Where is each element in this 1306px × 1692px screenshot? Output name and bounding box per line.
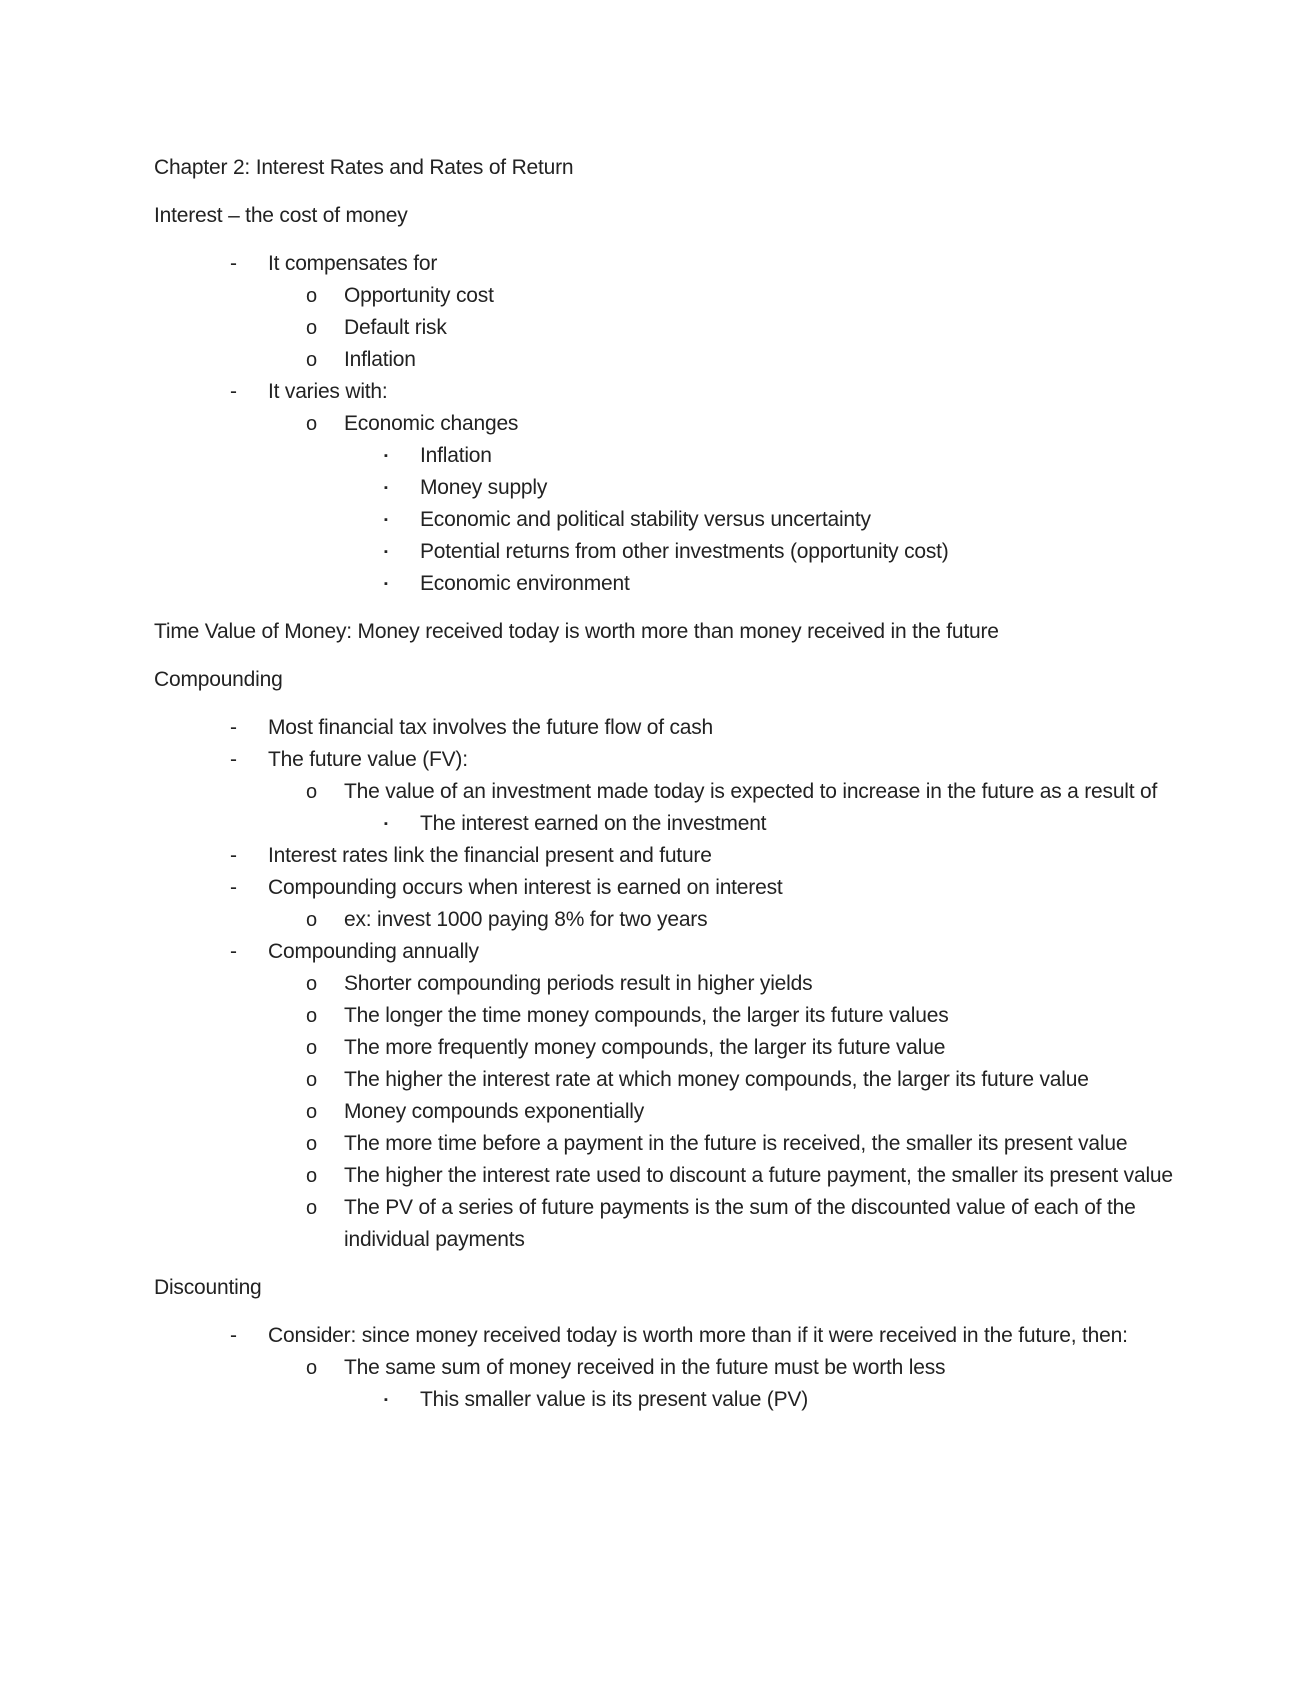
list-item-text: Consider: since money received today is worth more than if it were received in the future, then: [268, 1324, 1128, 1347]
list-item-text: Opportunity cost [344, 284, 494, 307]
circle-bullet: o [306, 1165, 317, 1187]
square-bullet: ▪ [384, 578, 388, 590]
circle-bullet: o [306, 349, 317, 371]
square-bullet: ▪ [384, 514, 388, 526]
dash-bullet: - [230, 716, 237, 739]
list-item-text: Money compounds exponentially [344, 1100, 645, 1123]
sub-list [154, 440, 1246, 600]
list-item-text: It varies with: [268, 380, 388, 403]
list-item [154, 744, 1246, 840]
list-item-text: The interest earned on the investment [420, 812, 767, 835]
list-item-text: The higher the interest rate at which money compounds, the larger its future value [344, 1068, 1089, 1091]
circle-bullet: o [306, 1133, 317, 1155]
list-item [154, 936, 1246, 1256]
circle-bullet: o [306, 1069, 317, 1091]
sub-list [154, 808, 1246, 840]
list-item-text: The more frequently money compounds, the larger its future value [344, 1036, 946, 1059]
list-item-text: Shorter compounding periods result in higher yields [344, 972, 813, 995]
circle-bullet: o [306, 1197, 317, 1219]
list-item-text: The longer the time money compounds, the larger its future values [344, 1004, 949, 1027]
list-item [154, 408, 1246, 600]
circle-bullet: o [306, 909, 317, 931]
list-item [154, 280, 1246, 312]
discounting-list [154, 1320, 1246, 1416]
circle-bullet: o [306, 781, 317, 803]
square-bullet: ▪ [384, 450, 388, 462]
square-bullet: ▪ [384, 1394, 388, 1406]
list-item [154, 440, 1246, 472]
list-item-text: Compounding annually [268, 940, 479, 963]
list-item [154, 776, 1246, 840]
list-item-text: Compounding occurs when interest is earned on interest [268, 876, 783, 899]
dash-bullet: - [230, 380, 237, 403]
square-bullet: ▪ [384, 546, 388, 558]
square-bullet: ▪ [384, 482, 388, 494]
list-item [154, 344, 1246, 376]
list-item [154, 1096, 1246, 1128]
sub-list [154, 968, 1246, 1256]
discounting-heading: Discounting [154, 1276, 262, 1299]
sub-list [154, 1352, 1246, 1416]
dash-bullet: - [230, 876, 237, 899]
list-item-text: Economic and political stability versus uncertainty [420, 508, 871, 531]
document-title: Chapter 2: Interest Rates and Rates of Return [154, 156, 574, 179]
list-item-text: Inflation [420, 444, 492, 467]
list-item [154, 968, 1246, 1000]
list-item-text: The PV of a series of future payments is the sum of the discounted value of each of the individual payments [344, 1196, 1136, 1251]
list-item [154, 248, 1246, 376]
interest-list [154, 248, 1246, 600]
circle-bullet: o [306, 1357, 317, 1379]
list-item [154, 472, 1246, 504]
list-item [154, 568, 1246, 600]
list-item-text: Economic changes [344, 412, 519, 435]
list-item-text: Economic environment [420, 572, 630, 595]
list-item-text: Money supply [420, 476, 548, 499]
circle-bullet: o [306, 1037, 317, 1059]
list-item [154, 1000, 1246, 1032]
list-item [154, 1192, 1246, 1256]
list-item [154, 872, 1246, 936]
dash-bullet: - [230, 252, 237, 275]
dash-bullet: - [230, 940, 237, 963]
list-item [154, 1128, 1246, 1160]
list-item [154, 536, 1246, 568]
list-item-text: This smaller value is its present value (PV) [420, 1388, 809, 1411]
list-item-text: Potential returns from other investments (opportunity cost) [420, 540, 949, 563]
sub-list [154, 904, 1246, 936]
sub-list [154, 776, 1246, 840]
square-bullet: ▪ [384, 818, 388, 830]
list-item [154, 1384, 1246, 1416]
circle-bullet: o [306, 973, 317, 995]
sub-list [154, 1384, 1246, 1416]
dash-bullet: - [230, 844, 237, 867]
list-item-text: Inflation [344, 348, 416, 371]
list-item [154, 312, 1246, 344]
list-item-text: The higher the interest rate used to discount a future payment, the smaller its present value [344, 1164, 1173, 1187]
interest-heading: Interest – the cost of money [154, 204, 408, 227]
list-item [154, 904, 1246, 936]
list-item-text: Interest rates link the financial present and future [268, 844, 712, 867]
list-item [154, 504, 1246, 536]
dash-bullet: - [230, 1324, 237, 1347]
list-item [154, 1160, 1246, 1192]
circle-bullet: o [306, 285, 317, 307]
list-item-text: It compensates for [268, 252, 438, 275]
list-item-text: ex: invest 1000 paying 8% for two years [344, 908, 708, 931]
list-item [154, 1032, 1246, 1064]
sub-list [154, 280, 1246, 376]
circle-bullet: o [306, 413, 317, 435]
circle-bullet: o [306, 1005, 317, 1027]
compounding-heading: Compounding [154, 668, 283, 691]
list-item-text: The more time before a payment in the future is received, the smaller its present value [344, 1132, 1128, 1155]
list-item-text: Most financial tax involves the future flow of cash [268, 716, 714, 739]
list-item-text: The value of an investment made today is expected to increase in the future as a result of [344, 780, 1158, 803]
dash-bullet: - [230, 748, 237, 771]
circle-bullet: o [306, 1101, 317, 1123]
list-item-text: Default risk [344, 316, 447, 339]
list-item [154, 712, 1246, 744]
list-item [154, 1320, 1246, 1416]
list-item [154, 808, 1246, 840]
list-item [154, 1352, 1246, 1416]
list-item [154, 376, 1246, 600]
list-item [154, 840, 1246, 872]
list-item [154, 1064, 1246, 1096]
sub-list [154, 408, 1246, 600]
compounding-list [154, 712, 1246, 1256]
circle-bullet: o [306, 317, 317, 339]
list-item-text: The same sum of money received in the future must be worth less [344, 1356, 946, 1379]
list-item-text: The future value (FV): [268, 748, 468, 771]
time-value-of-money-line: Time Value of Money: Money received today is worth more than money received in the future [154, 620, 999, 643]
